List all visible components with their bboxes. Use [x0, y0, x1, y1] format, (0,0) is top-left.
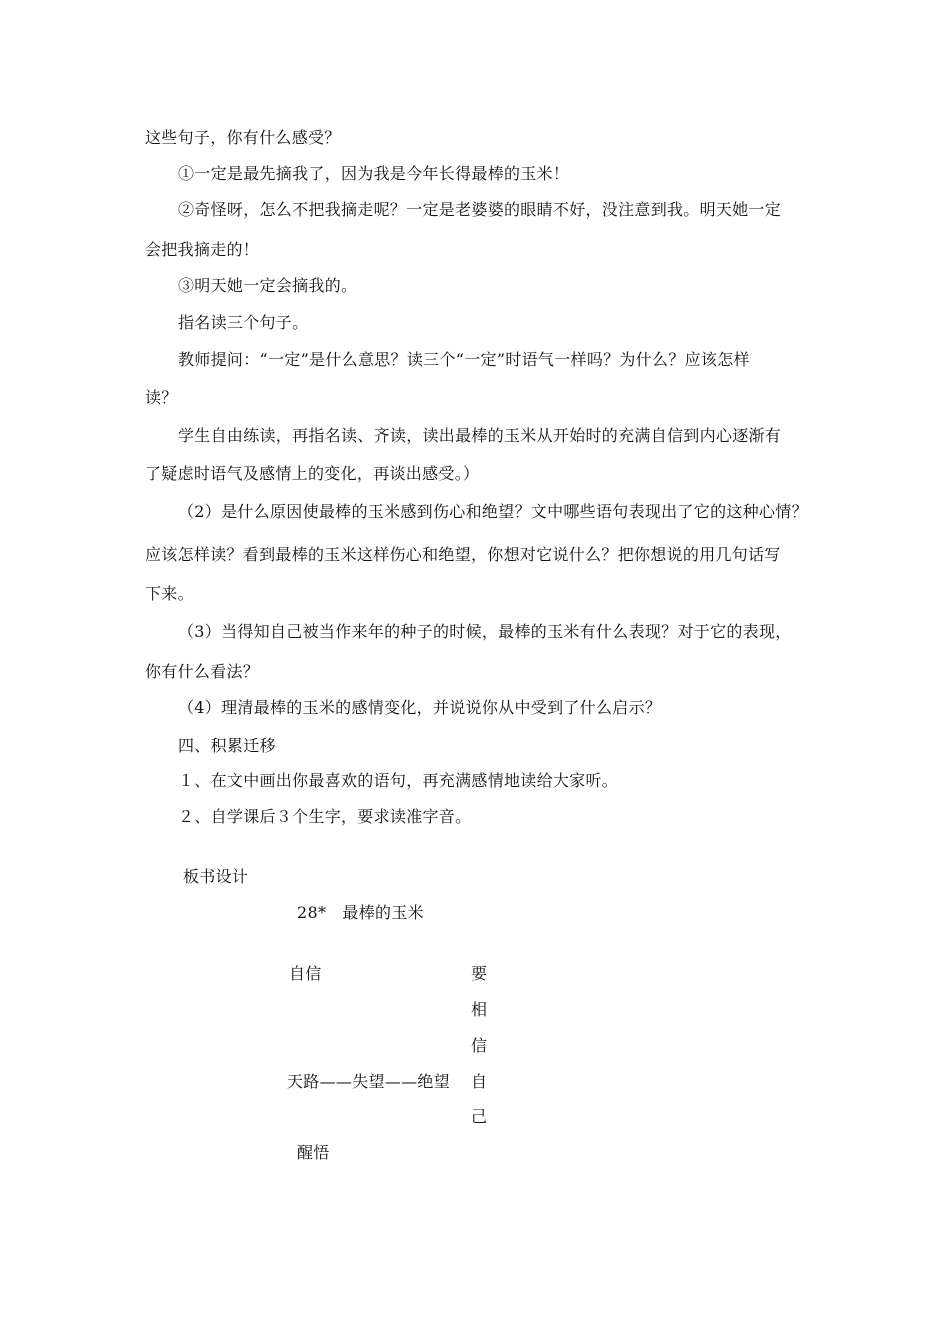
board-awaken: 醒悟: [297, 1143, 330, 1162]
instruction-read-three: 指名读三个句子。: [178, 313, 309, 332]
question-2-line-2: 应该怎样读？看到最棒的玉米这样伤心和绝望，你想对它说什么？把你想说的用几句话写: [145, 545, 781, 564]
question-2-line-3: 下来。: [145, 584, 194, 603]
paragraph-line: 这些句子，你有什么感受？: [145, 128, 341, 147]
board-confident: 自信: [289, 964, 322, 983]
board-vertical-char: 己: [471, 1107, 488, 1126]
sentence-3: ③明天她一定会摘我的。: [178, 276, 358, 295]
question-3-line-1: （3）当得知自己被当作来年的种子的时候，最棒的玉米有什么表现？对于它的表现，: [178, 622, 792, 641]
practice-line-1: 学生自由练读，再指名读、齐读，读出最棒的玉米从开始时的充满自信到内心逐渐有: [178, 426, 782, 445]
list-item-2: ２、自学课后３个生字，要求读准字音。: [178, 807, 472, 826]
sentence-2-line-2: 会把我摘走的！: [145, 240, 260, 259]
teacher-question-line-2: 读？: [145, 388, 178, 407]
question-2-line-1: （2）是什么原因使最棒的玉米感到伤心和绝望？文中哪些语句表现出了它的这种心情？: [178, 502, 808, 521]
list-item-1: １、在文中画出你最喜欢的语句，再充满感情地读给大家听。: [178, 771, 619, 790]
teacher-question-line-1: 教师提问：“一定”是什么意思？读三个“一定”时语气一样吗？为什么？应该怎样: [178, 350, 750, 369]
sentence-1: ①一定是最先摘我了，因为我是今年长得最棒的玉米！: [178, 164, 570, 183]
board-design-heading: 板书设计: [183, 867, 249, 886]
board-vertical-char: 相: [471, 1000, 488, 1019]
board-path: 天路——失望——绝望: [287, 1072, 451, 1091]
practice-line-2: 了疑虑时语气及感情上的变化，再谈出感受。）: [145, 464, 480, 483]
question-4: （4）理清最棒的玉米的感情变化，并说说你从中受到了什么启示？: [178, 698, 662, 717]
board-vertical-char: 信: [471, 1036, 488, 1055]
sentence-2-line-1: ②奇怪呀，怎么不把我摘走呢？一定是老婆婆的眼睛不好，没注意到我。明天她一定: [178, 200, 782, 219]
question-3-line-2: 你有什么看法？: [145, 662, 260, 681]
board-title: 28* 最棒的玉米: [297, 903, 424, 922]
board-vertical-char: 要: [471, 964, 488, 983]
section-heading: 四、积累迁移: [178, 736, 276, 755]
board-vertical-char: 自: [471, 1072, 488, 1091]
